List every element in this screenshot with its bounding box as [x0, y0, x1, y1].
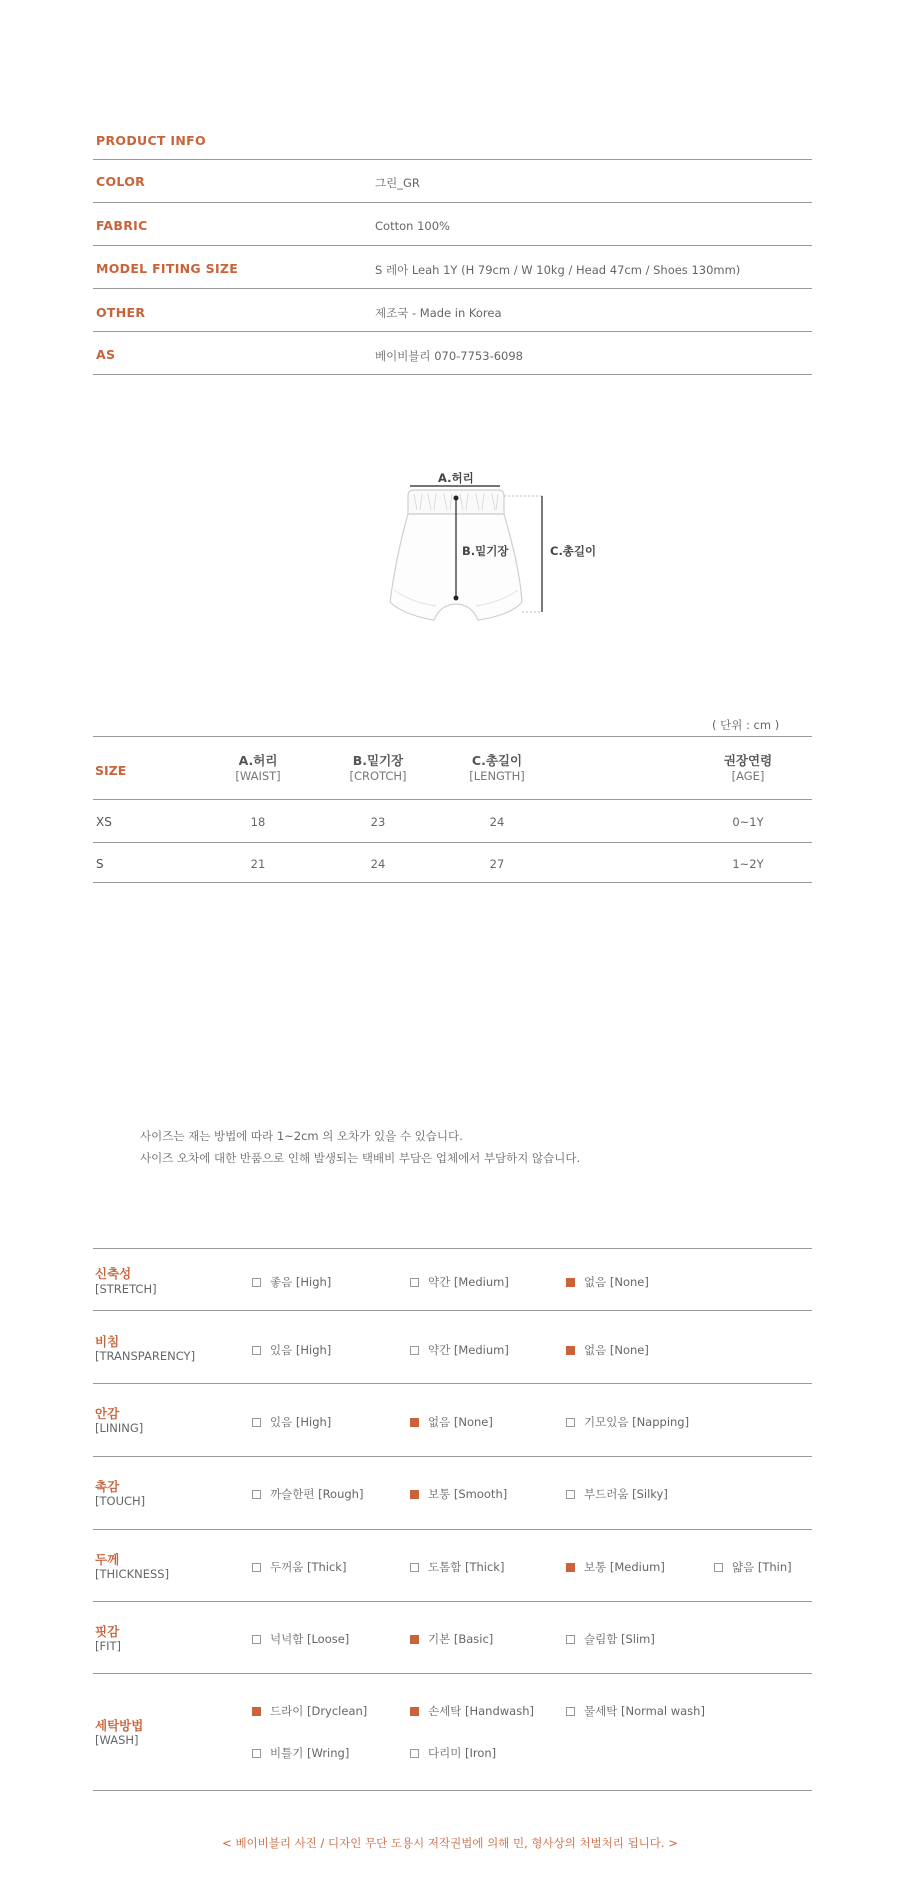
col-waist-title: A.허리 [238, 753, 278, 768]
unit-label: ( 단위 : cm ) [712, 718, 780, 732]
info-value: 베이비블리 070-7753-6098 [375, 349, 523, 363]
size-value: 24 [489, 815, 505, 829]
option-none[interactable] [410, 1414, 493, 1430]
divider [93, 1790, 812, 1791]
product-info-title: PRODUCT INFO [96, 133, 206, 148]
divider [93, 842, 812, 843]
property-sub: [STRETCH] [95, 1282, 157, 1296]
option-label: 약간 [Medium] [428, 1275, 509, 1289]
size-value: 27 [489, 857, 505, 871]
info-value: Cotton 100% [375, 219, 450, 233]
info-value: S 레아 Leah 1Y (H 79cm / W 10kg / Head 47cm / Shoes 130mm) [375, 263, 741, 277]
option-handwash[interactable] [410, 1703, 534, 1719]
checkbox-icon [410, 1278, 419, 1287]
option-thin[interactable] [714, 1559, 792, 1575]
size-value: 24 [370, 857, 386, 871]
divider [93, 736, 812, 737]
option-label: 있음 [High] [270, 1343, 332, 1357]
size-name: S [96, 857, 104, 871]
checkbox-icon [252, 1749, 261, 1758]
checkbox-icon [252, 1490, 261, 1499]
checkbox-icon [410, 1749, 419, 1758]
divider [93, 1248, 812, 1249]
property-label: 신축성 [95, 1266, 132, 1281]
property-sub: [LINING] [95, 1421, 144, 1435]
col-length-sub: [LENGTH] [469, 769, 525, 783]
info-label: MODEL FITING SIZE [96, 261, 239, 276]
checkbox-icon [252, 1635, 261, 1644]
property-label: 두께 [95, 1552, 120, 1567]
option-medium[interactable] [410, 1342, 509, 1358]
info-row-other [93, 289, 812, 332]
option-high[interactable] [252, 1274, 331, 1290]
option-slim[interactable] [566, 1631, 655, 1647]
divider [93, 1310, 812, 1311]
col-waist-sub: [WAIST] [235, 769, 281, 783]
col-crotch-sub: [CROTCH] [349, 769, 407, 783]
info-row-as [93, 332, 812, 375]
crotch-label: B.밑기장 [462, 544, 509, 558]
option-wring[interactable] [252, 1745, 349, 1761]
checked-checkbox-icon [566, 1563, 575, 1572]
checkbox-icon [410, 1346, 419, 1355]
divider [93, 1383, 812, 1384]
option-high[interactable] [252, 1414, 331, 1430]
option-label: 드라이 [Dryclean] [270, 1704, 368, 1718]
option-thick[interactable] [252, 1559, 346, 1575]
shorts-diagram [370, 462, 610, 632]
checkbox-icon [714, 1563, 723, 1572]
option-normal-wash[interactable] [566, 1703, 705, 1719]
option-label: 슬림함 [Slim] [584, 1632, 655, 1646]
option-basic[interactable] [410, 1631, 493, 1647]
checked-checkbox-icon [410, 1418, 419, 1427]
option-label: 까슬한편 [Rough] [270, 1487, 364, 1501]
checked-checkbox-icon [410, 1635, 419, 1644]
size-value: 23 [370, 815, 386, 829]
copyright-notice: < 베이비블리 사진 / 디자인 무단 도용시 저작권법에 의해 민, 형사상의 처벌처리 됩니다. > [222, 1836, 678, 1850]
info-label: COLOR [96, 174, 146, 189]
option-label: 없음 [None] [584, 1275, 649, 1289]
size-value: 18 [250, 815, 266, 829]
property-sub: [TRANSPARENCY] [95, 1349, 196, 1363]
option-label: 다리미 [Iron] [428, 1746, 497, 1760]
checked-checkbox-icon [566, 1346, 575, 1355]
option-none[interactable] [566, 1274, 649, 1290]
option-label: 보통 [Smooth] [428, 1487, 508, 1501]
option-label: 두꺼움 [Thick] [270, 1560, 347, 1574]
divider [93, 1456, 812, 1457]
checkbox-icon [252, 1418, 261, 1427]
property-label: 촉감 [95, 1479, 120, 1494]
checked-checkbox-icon [410, 1707, 419, 1716]
checkbox-icon [566, 1635, 575, 1644]
col-crotch-title: B.밑기장 [352, 753, 404, 768]
option-dryclean[interactable] [252, 1703, 367, 1719]
checkbox-icon [252, 1278, 261, 1287]
checkbox-icon [252, 1563, 261, 1572]
col-length-title: C.총길이 [471, 753, 523, 768]
property-sub: [FIT] [95, 1639, 122, 1653]
property-sub: [TOUCH] [95, 1494, 146, 1508]
option-medium[interactable] [410, 1274, 509, 1290]
option-smooth[interactable] [410, 1486, 507, 1502]
size-value: 1~2Y [732, 857, 764, 871]
property-label: 핏감 [95, 1624, 120, 1639]
option-silky[interactable] [566, 1486, 668, 1502]
info-label: AS [96, 347, 116, 362]
info-row-color [93, 160, 812, 203]
property-sub: [THICKNESS] [95, 1567, 170, 1581]
info-row-fabric [93, 203, 812, 246]
info-row-model-size [93, 246, 812, 289]
info-value: 제조국 - Made in Korea [375, 306, 502, 320]
property-label: 세탁방법 [95, 1718, 144, 1733]
property-label: 안감 [95, 1406, 120, 1421]
property-sub: [WASH] [95, 1733, 139, 1747]
option-label: 부드러움 [Silky] [584, 1487, 668, 1501]
option-high[interactable] [252, 1342, 331, 1358]
option-thick-2[interactable] [410, 1559, 504, 1575]
checkbox-icon [566, 1418, 575, 1427]
return-note: 사이즈 오차에 대한 반품으로 인해 발생되는 택배비 부담은 업체에서 부담하지 않습니다. [140, 1151, 581, 1165]
option-label: 손세탁 [Handwash] [428, 1704, 534, 1718]
option-label: 기본 [Basic] [428, 1632, 494, 1646]
checked-checkbox-icon [566, 1278, 575, 1287]
option-label: 물세탁 [Normal wash] [584, 1704, 705, 1718]
option-label: 기모있음 [Napping] [584, 1415, 690, 1429]
divider [93, 882, 812, 883]
option-label: 보통 [Medium] [584, 1560, 665, 1574]
option-label: 없음 [None] [584, 1343, 649, 1357]
divider [93, 1673, 812, 1674]
divider [93, 799, 812, 800]
checkbox-icon [252, 1346, 261, 1355]
option-iron[interactable] [410, 1745, 496, 1761]
info-label: FABRIC [96, 218, 148, 233]
checkbox-icon [566, 1490, 575, 1499]
size-value: 21 [250, 857, 266, 871]
checked-checkbox-icon [252, 1707, 261, 1716]
length-label: C.총길이 [550, 544, 597, 558]
option-label: 있음 [High] [270, 1415, 332, 1429]
option-label: 좋음 [High] [270, 1275, 332, 1289]
option-label: 도톰함 [Thick] [428, 1560, 505, 1574]
size-header: SIZE [95, 763, 127, 778]
option-label: 없음 [None] [428, 1415, 493, 1429]
size-name: XS [96, 815, 112, 829]
checkbox-icon [410, 1563, 419, 1572]
size-value: 0~1Y [732, 815, 764, 829]
property-label: 비침 [95, 1334, 120, 1349]
option-label: 얇음 [Thin] [732, 1560, 792, 1574]
option-label: 넉넉함 [Loose] [270, 1632, 350, 1646]
option-rough[interactable] [252, 1486, 363, 1502]
option-napping[interactable] [566, 1414, 689, 1430]
info-label: OTHER [96, 305, 146, 320]
info-value: 그린_GR [375, 176, 420, 190]
size-note: 사이즈는 재는 방법에 따라 1~2cm 의 오차가 있을 수 있습니다. [140, 1129, 463, 1143]
divider [93, 1601, 812, 1602]
option-none[interactable] [566, 1342, 649, 1358]
waist-label: A.허리 [438, 471, 474, 485]
checkbox-icon [566, 1707, 575, 1716]
col-age-sub: [AGE] [731, 769, 765, 783]
col-age-title: 권장연령 [723, 753, 773, 768]
option-label: 비틀기 [Wring] [270, 1746, 350, 1760]
option-label: 약간 [Medium] [428, 1343, 509, 1357]
checked-checkbox-icon [410, 1490, 419, 1499]
divider [93, 1529, 812, 1530]
option-medium[interactable] [566, 1559, 665, 1575]
option-loose[interactable] [252, 1631, 349, 1647]
